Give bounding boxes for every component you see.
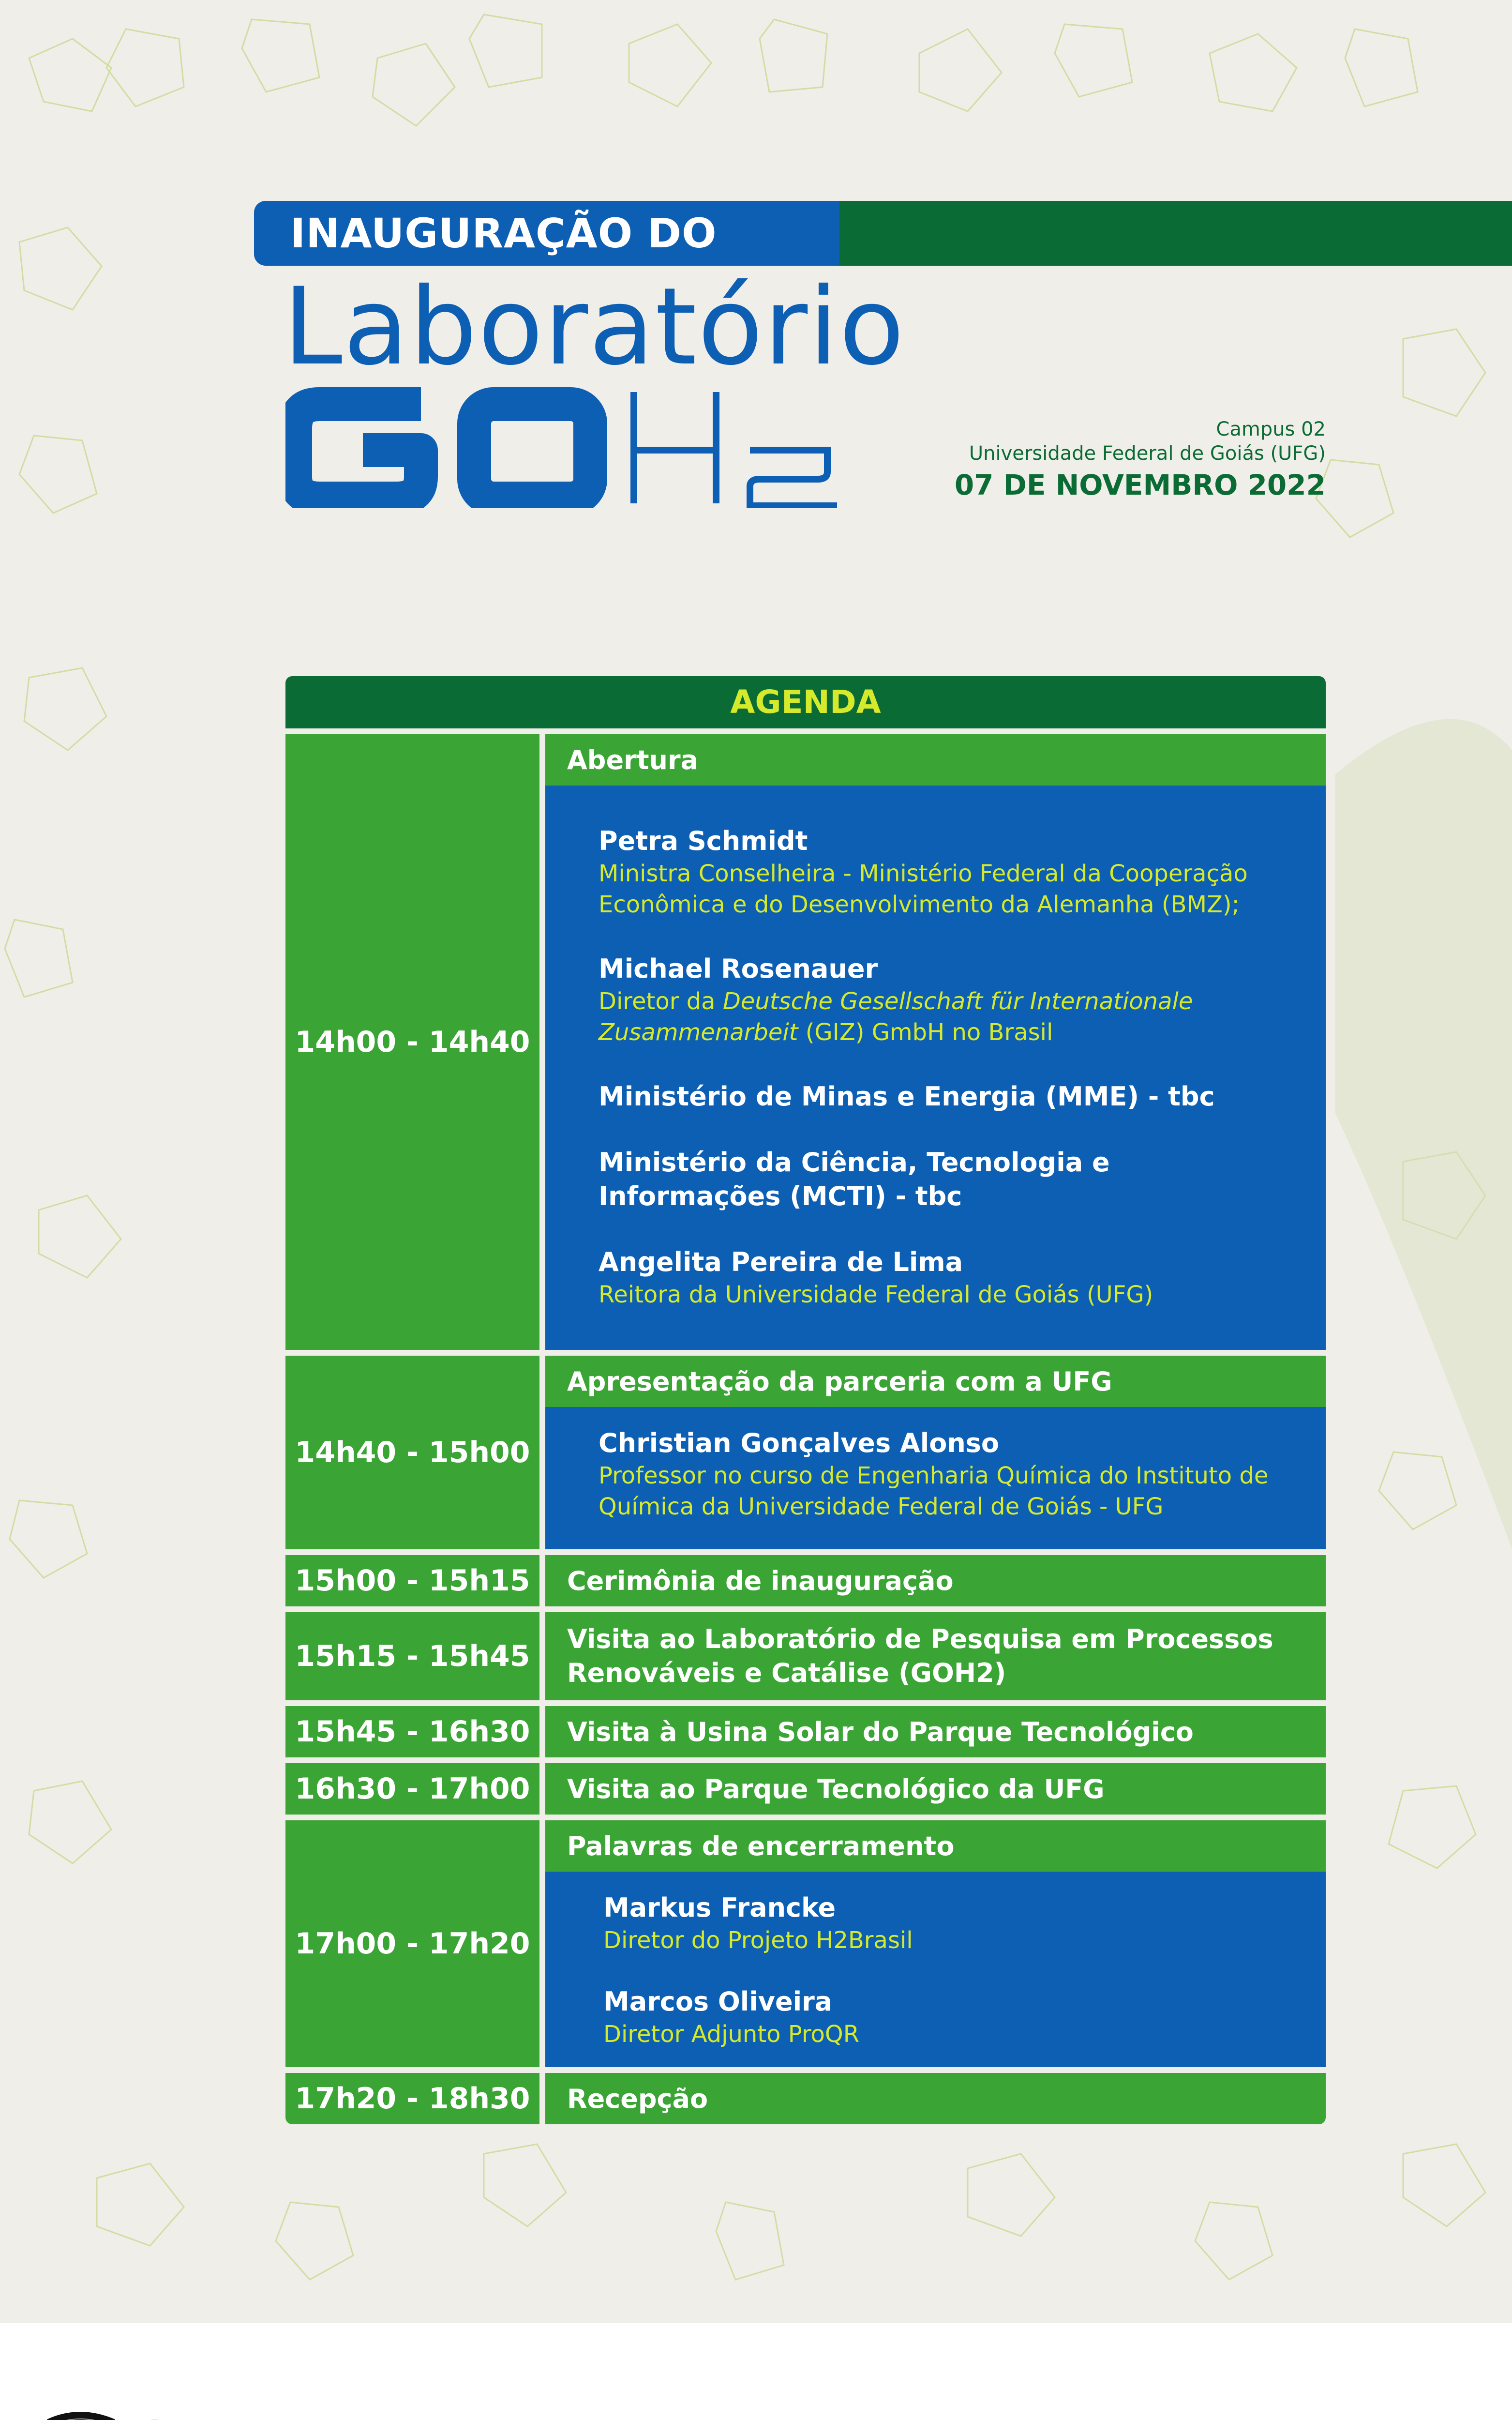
speaker-name: Ministério da Ciência, Tecnologia e Informações (MCTI) - tbc xyxy=(599,1147,1110,1211)
speakers-box xyxy=(545,1872,1326,2067)
german-cooperation-logo-icon xyxy=(46,2408,177,2420)
speaker-role: Professor no curso de Engenharia Química do Instituto de Química da Universidade Federal de Goiás - UFG xyxy=(599,1462,1269,1520)
speaker-name: Michael Rosenauer xyxy=(599,953,878,984)
campus-text: Campus 02 xyxy=(1216,418,1326,440)
speaker xyxy=(603,1891,1297,1956)
agenda-row xyxy=(285,1356,1326,1549)
speaker-name: Angelita Pereira de Lima xyxy=(599,1247,963,1277)
header-banner-green xyxy=(832,201,1512,266)
agenda-row xyxy=(285,734,1326,1350)
agenda-row xyxy=(285,1555,1326,1606)
speaker xyxy=(599,1080,1297,1114)
role-italic: Deutsche Gesellschaft für Internationale Zusammenarbeit xyxy=(599,988,1193,1046)
footer-logos xyxy=(0,2323,1512,2420)
speakers-box xyxy=(545,1407,1326,1549)
session-title: Recepção xyxy=(545,2073,1326,2124)
speaker xyxy=(603,1985,1297,2050)
speaker xyxy=(599,1146,1297,1213)
agenda-table xyxy=(285,676,1326,2124)
event-date: 07 DE NOVEMBRO 2022 xyxy=(954,469,1326,501)
speaker-name: Ministério de Minas e Energia (MME) - tbc xyxy=(599,1081,1215,1112)
speaker-name: Christian Gonçalves Alonso xyxy=(599,1428,1000,1458)
speaker-role: Ministra Conselheira - Ministério Federal da Cooperação Econômica e do Desenvolvimento da Alemanha (BMZ); xyxy=(599,860,1248,918)
session-title: Palavras de encerramento xyxy=(545,1820,1326,1872)
speaker xyxy=(599,1426,1297,1522)
goh2-logo xyxy=(285,382,842,508)
speaker xyxy=(599,824,1297,920)
session-time: 17h00 - 17h20 xyxy=(285,1820,539,2067)
session-time: 16h30 - 17h00 xyxy=(285,1763,539,1815)
agenda-row xyxy=(285,1820,1326,2067)
session-title: Visita ao Laboratório de Pesquisa em Processos Renováveis e Catálise (GOH2) xyxy=(545,1612,1326,1700)
speaker-name: Markus Francke xyxy=(603,1892,836,1923)
session-time: 15h00 - 15h15 xyxy=(285,1555,539,1606)
speaker-name: Petra Schmidt xyxy=(599,826,808,856)
session-time: 15h45 - 16h30 xyxy=(285,1706,539,1757)
event-info xyxy=(955,417,1326,504)
speaker-name: Marcos Oliveira xyxy=(603,1986,833,2017)
session-title: Abertura xyxy=(545,734,1326,786)
speakers-box xyxy=(545,786,1326,1350)
agenda-row xyxy=(285,2073,1326,2124)
session-time: 15h15 - 15h45 xyxy=(285,1612,539,1700)
session-title: Visita à Usina Solar do Parque Tecnológico xyxy=(545,1706,1326,1757)
university-text: Universidade Federal de Goiás (UFG) xyxy=(969,442,1326,465)
role-suffix: (GIZ) GmbH no Brasil xyxy=(798,1019,1053,1046)
header-banner: INAUGURAÇÃO DO xyxy=(254,201,839,266)
speaker xyxy=(599,952,1297,1048)
agenda-row xyxy=(285,1612,1326,1700)
session-title: Cerimônia de inauguração xyxy=(545,1555,1326,1606)
lab-title: Laboratório xyxy=(283,265,905,389)
speaker-role xyxy=(599,986,1297,1048)
session-title: Visita ao Parque Tecnológico da UFG xyxy=(545,1763,1326,1815)
agenda-row xyxy=(285,1763,1326,1815)
session-time: 17h20 - 18h30 xyxy=(285,2073,539,2124)
speaker xyxy=(599,1245,1297,1310)
speaker-role: Diretor do Projeto H2Brasil xyxy=(603,1927,913,1954)
session-title: Apresentação da parceria com a UFG xyxy=(545,1356,1326,1407)
session-time: 14h00 - 14h40 xyxy=(285,734,539,1350)
session-time: 14h40 - 15h00 xyxy=(285,1356,539,1549)
role-prefix: Diretor da xyxy=(599,988,723,1015)
agenda-row xyxy=(285,1706,1326,1757)
speaker-role: Diretor Adjunto ProQR xyxy=(603,2021,860,2048)
agenda-title: AGENDA xyxy=(285,676,1326,728)
speaker-role: Reitora da Universidade Federal de Goiás (UFG) xyxy=(599,1281,1153,1308)
